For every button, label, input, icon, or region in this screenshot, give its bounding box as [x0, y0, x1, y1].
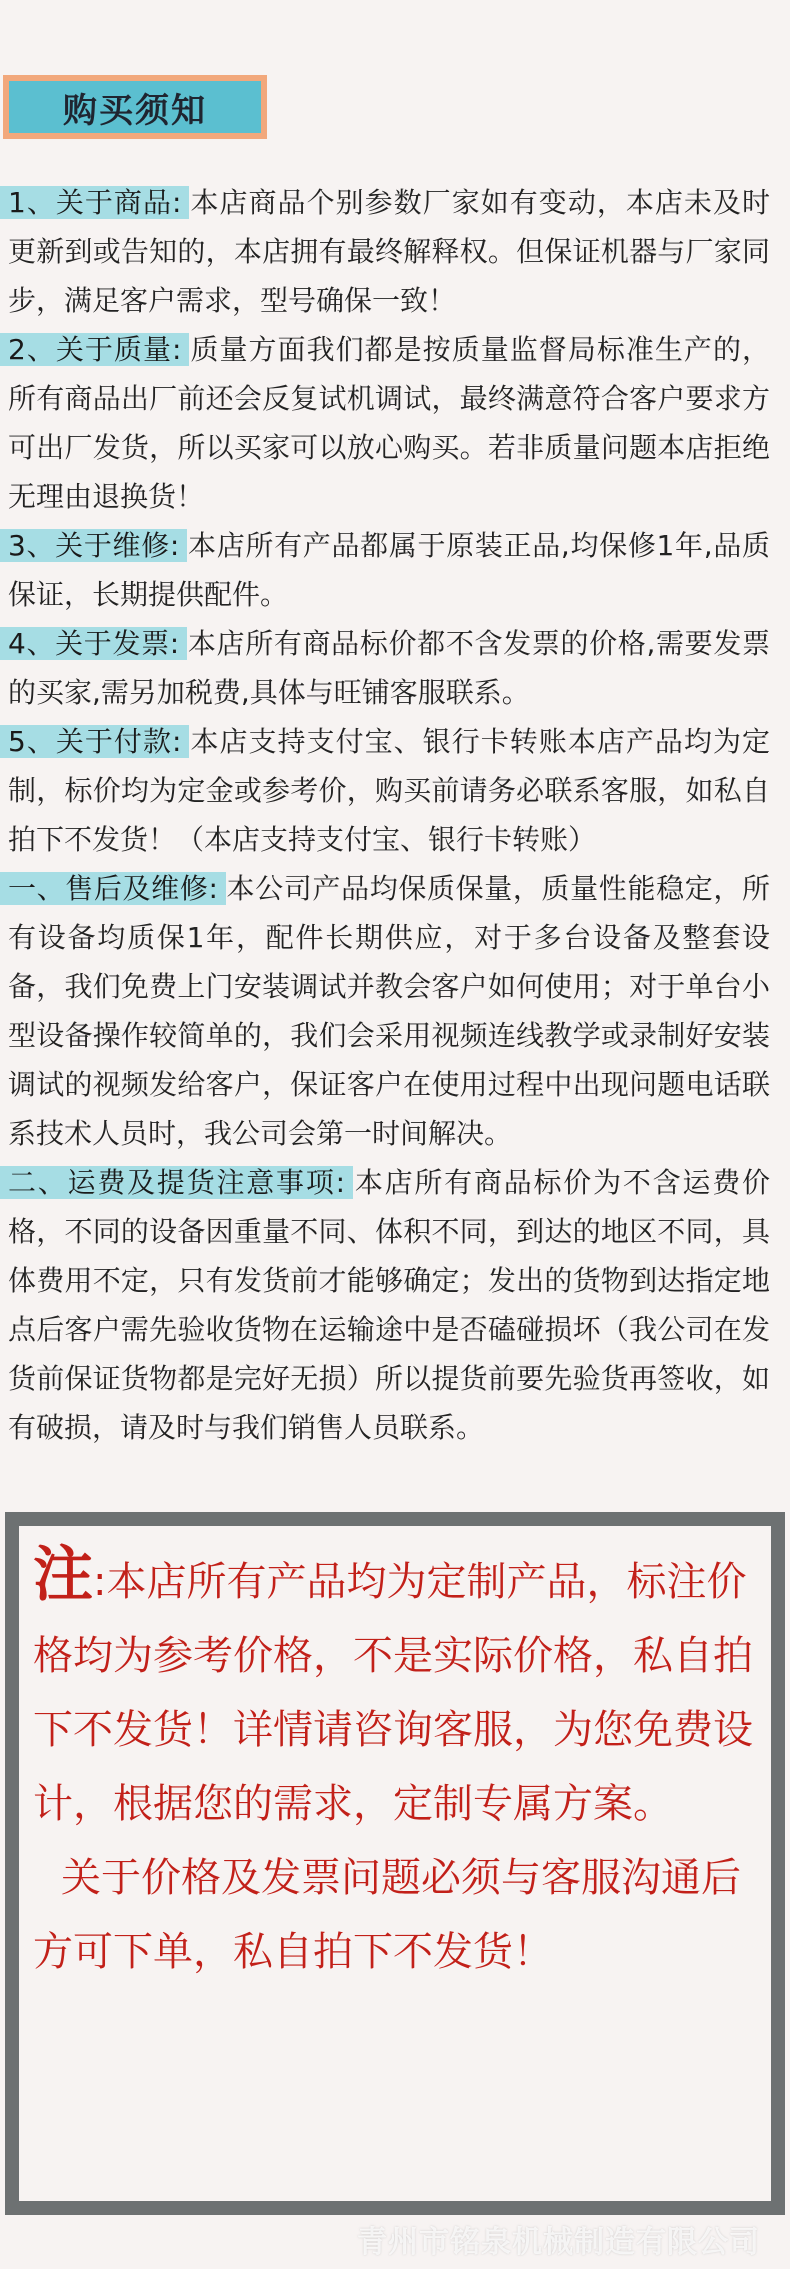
section-shipping — [8, 1158, 770, 1452]
section-text: 本店所有商品标价为不含运费价格，不同的设备因重量不同、体积不同，到达的地区不同，具体费用不定，只有发货前才能够确定；发出的货物到达指定地点后客户需先验收货物在运输途中是否磕碰损坏（我公司在发货前保证货物都是完好无损）所以提货前要先验货再签收，如有破损，请及时与我们销售人员联系。 — [8, 1166, 770, 1444]
section-label: 2、关于质量: — [0, 333, 189, 366]
section-label: 二、运费及提货注意事项: — [0, 1166, 353, 1199]
notice-box — [5, 1512, 785, 2215]
section-payment — [8, 717, 770, 864]
section-quality — [8, 325, 770, 521]
section-text: 本店商品个别参数厂家如有变动，本店未及时更新到或告知的，本店拥有最终解释权。但保证机器与厂家同步，满足客户需求，型号确保一致！ — [8, 186, 770, 317]
section-label: 5、关于付款: — [0, 725, 189, 758]
title-badge — [3, 75, 267, 139]
notice-text — [33, 1538, 773, 1989]
notice-mark: 注 — [33, 1540, 93, 1610]
section-text: 本店所有产品都属于原装正品,均保修1年,品质保证，长期提供配件。 — [8, 529, 771, 611]
section-text: 本公司产品均保质保量，质量性能稳定，所有设备均质保1年，配件长期供应，对于多台设备及整套设备，我们免费上门安装调试并教会客户如何使用；对于单台小型设备操作较简单的，我们会采用视频连线教学或录制好安装调试的视频发给客户，保证客户在使用过程中出现问题电话联系技术人员时，我公司会第一时间解决。 — [8, 872, 770, 1150]
section-label: 一、售后及维修: — [0, 872, 226, 905]
section-label: 1、关于商品: — [0, 186, 189, 219]
section-label: 3、关于维修: — [0, 529, 187, 562]
section-text: 质量方面我们都是按质量监督局标准生产的，所有商品出厂前还会反复试机调试，最终满意符合客户要求方可出厂发货，所以买家可以放心购买。若非质量问题本店拒绝无理由退换货！ — [8, 333, 770, 513]
section-label: 4、关于发票: — [0, 627, 187, 660]
section-invoice — [8, 619, 770, 717]
company-watermark: 青州市铭泉机械制造有限公司 — [357, 2225, 760, 2260]
section-product — [8, 178, 770, 325]
notice-paragraph-1 — [33, 1538, 773, 1841]
section-repair — [8, 521, 770, 619]
section-after-sales — [8, 864, 770, 1158]
notice-body: :本店所有产品均为定制产品，标注价格均为参考价格，不是实际价格，私自拍下不发货！详情请咨询客服，为您免费设计，根据您的需求，定制专属方案。 — [33, 1559, 753, 1827]
section-text: 本店所有商品标价都不含发票的价格,需要发票的买家,需另加税费,具体与旺铺客服联系。 — [8, 627, 771, 709]
page-title: 购买须知 — [9, 81, 261, 133]
notice-paragraph-2: 关于价格及发票问题必须与客服沟通后方可下单，私自拍下不发货！ — [33, 1855, 741, 1975]
notice-sections — [0, 178, 770, 1452]
section-text: 本店支持支付宝、银行卡转账本店产品均为定制，标价均为定金或参考价，购买前请务必联系客服，如私自拍下不发货！（本店支持支付宝、银行卡转账） — [8, 725, 770, 856]
